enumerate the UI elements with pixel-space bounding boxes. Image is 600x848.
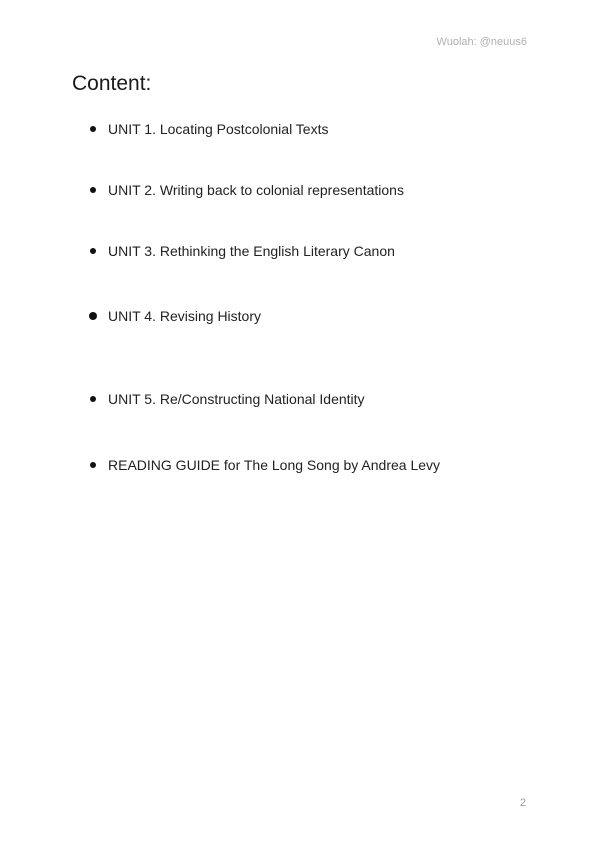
bullet-icon bbox=[90, 396, 96, 402]
list-item-label: READING GUIDE for The Long Song by Andrea Levy bbox=[108, 457, 441, 473]
list-item-reading-guide bbox=[90, 457, 440, 473]
list-item-unit-1 bbox=[90, 121, 329, 137]
list-item-label: UNIT 1. Locating Postcolonial Texts bbox=[108, 121, 329, 137]
list-item-unit-4 bbox=[90, 308, 261, 324]
list-item-unit-3 bbox=[90, 243, 395, 259]
list-item-label: UNIT 4. Revising History bbox=[108, 308, 262, 324]
bullet-icon bbox=[90, 462, 96, 468]
bullet-icon bbox=[90, 248, 96, 254]
list-item-label: UNIT 3. Rethinking the English Literary Canon bbox=[108, 243, 395, 259]
list-item-label: UNIT 5. Re/Constructing National Identity bbox=[108, 391, 365, 407]
list-item-unit-2 bbox=[90, 182, 404, 198]
bullet-icon bbox=[90, 126, 96, 132]
bullet-icon bbox=[90, 187, 96, 193]
page-title: Content: bbox=[72, 72, 152, 95]
page-number: 2 bbox=[519, 797, 526, 809]
bullet-icon bbox=[89, 312, 97, 320]
list-item-unit-5 bbox=[90, 391, 365, 407]
list-item-label: UNIT 2. Writing back to colonial representations bbox=[108, 182, 404, 198]
header-watermark: Wuolah: @neuus6 bbox=[436, 36, 527, 48]
